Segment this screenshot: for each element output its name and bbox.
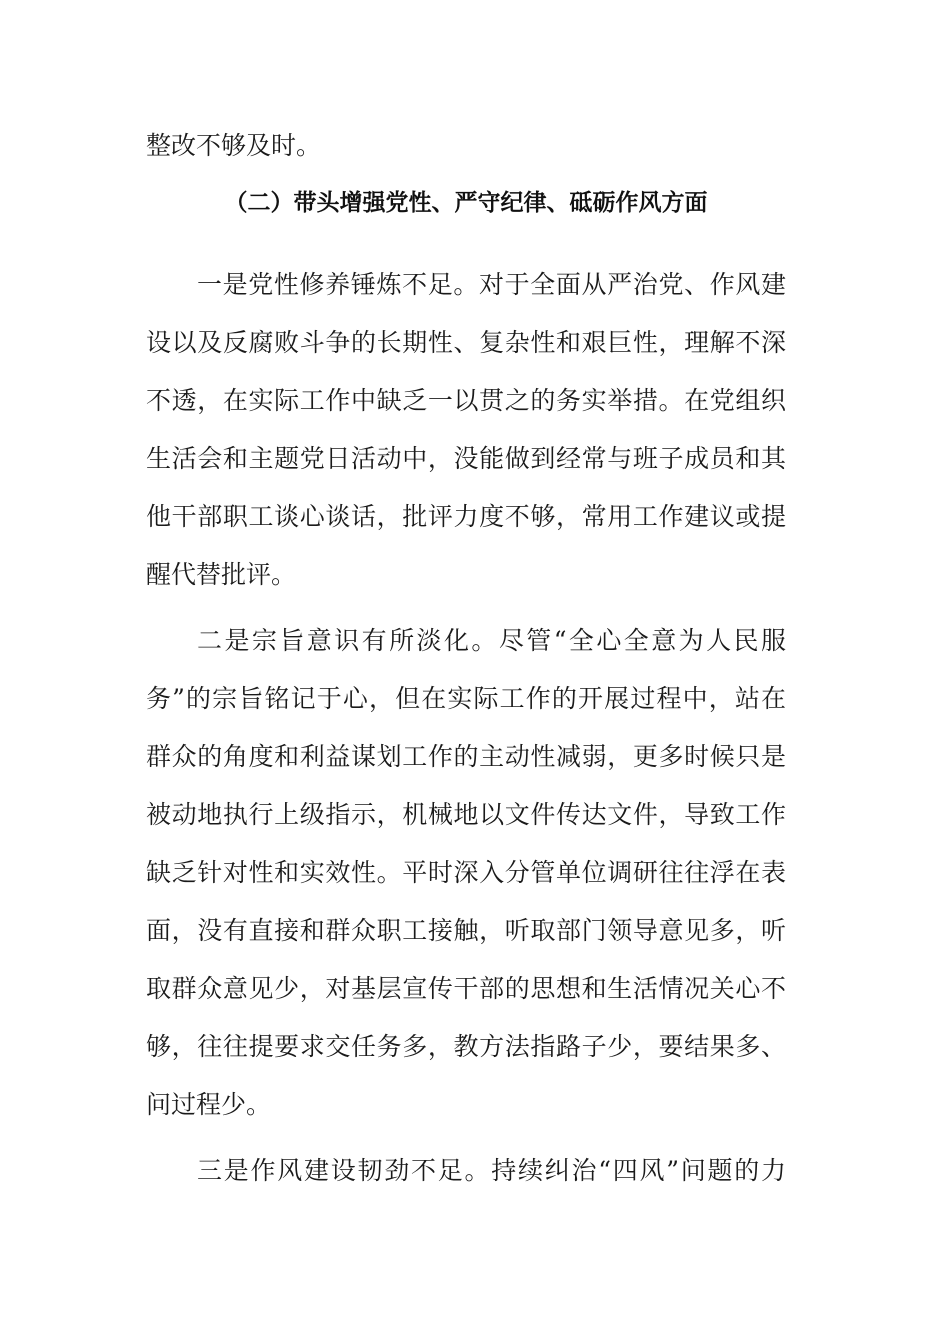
paragraph-2-line-3: 群众的角度和利益谋划工作的主动性减弱，更多时候只是 (146, 742, 786, 771)
section-heading: （二）带头增强党性、严守纪律、砥砺作风方面 (224, 190, 708, 216)
paragraph-3-line-1: 三是作风建设韧劲不足。持续纠治“四风”问题的力 (197, 1156, 786, 1185)
paragraph-2-line-7: 取群众意见少，对基层宣传干部的思想和生活情况关心不 (146, 974, 786, 1003)
paragraph-2-line-9: 问过程少。 (146, 1090, 272, 1119)
paragraph-1-line-5: 他干部职工谈心谈话，批评力度不够，常用工作建议或提 (146, 502, 786, 531)
paragraph-1-line-2: 设以及反腐败斗争的长期性、复杂性和艰巨性，理解不深 (146, 328, 786, 357)
paragraph-1-line-4: 生活会和主题党日活动中，没能做到经常与班子成员和其 (146, 444, 786, 473)
paragraph-2-line-2: 务”的宗旨铭记于心，但在实际工作的开展过程中，站在 (146, 684, 786, 713)
paragraph-1-line-3: 不透，在实际工作中缺乏一以贯之的务实举措。在党组织 (146, 386, 786, 415)
paragraph-1-line-1: 一是党性修养锤炼不足。对于全面从严治党、作风建 (197, 270, 786, 299)
intro-line: 整改不够及时。 (146, 131, 322, 160)
paragraph-2-line-5: 缺乏针对性和实效性。平时深入分管单位调研往往浮在表 (146, 858, 786, 887)
paragraph-2-line-1: 二是宗旨意识有所淡化。尽管“全心全意为人民服 (197, 626, 786, 655)
paragraph-1-line-6: 醒代替批评。 (146, 560, 297, 589)
paragraph-2-line-6: 面，没有直接和群众职工接触，听取部门领导意见多，听 (146, 916, 786, 945)
paragraph-2-line-8: 够，往往提要求交任务多，教方法指路子少，要结果多、 (146, 1032, 786, 1061)
paragraph-2-line-4: 被动地执行上级指示，机械地以文件传达文件，导致工作 (146, 800, 786, 829)
